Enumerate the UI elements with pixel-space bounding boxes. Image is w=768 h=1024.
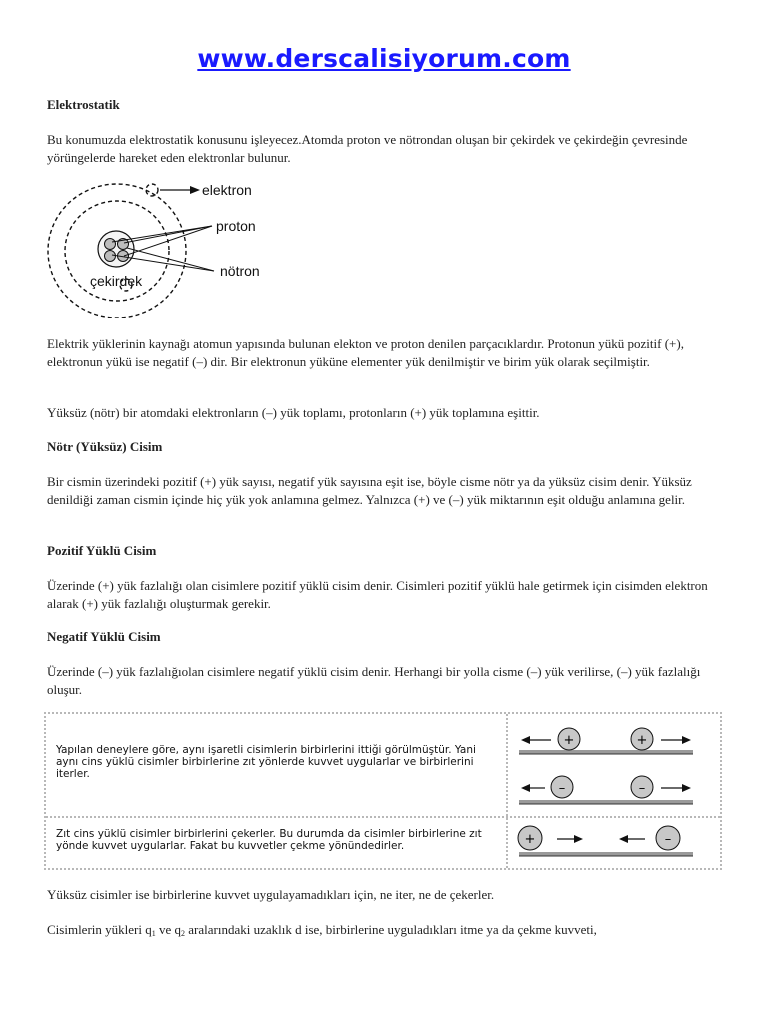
arrow-right-icon — [190, 186, 200, 194]
intro-paragraph: Bu konumuzda elektrostatik konusunu işleyecez.Atomda proton ve nötrondan oluşan bir çekirdek ve çekirdeğin çevresinde yörüngelerde hareket eden elektronlar bulunur. — [47, 132, 688, 165]
neutral-atom-paragraph: Yüksüz (nötr) bir atomdaki elektronların (–) yük toplamı, protonların (+) yük toplamına eşittir. — [47, 405, 540, 420]
positive-paragraph: Üzerinde (+) yük fazlalığı olan cisimlere pozitif yüklü cisim denir. Cisimleri pozitif yüklü hale getirmek için cisimden elektron alarak (+) yük fazlalığı oluşturmak gerekir. — [47, 578, 708, 611]
heading-negative: Negatif Yüklü Cisim — [47, 629, 161, 644]
neutral-paragraph: Bir cismin üzerindeki pozitif (+) yük sayısı, negatif yük sayısına eşit ise, böyle cisme nötr ya da yüksüz cisim denir. Yüksüz denildiği zaman cismin içinde hiç yük yok anlamına gelmez. Yalnızca (+) ve (–) yük miktarının eşit olduğu anlamına gelir. — [47, 474, 692, 507]
heading-neutral: Nötr (Yüksüz) Cisim — [47, 439, 163, 454]
last-line-text: Cisimlerin yükleri q — [47, 922, 152, 937]
attraction-diagram — [511, 818, 719, 868]
subscript-2: 2 — [181, 929, 185, 938]
site-link[interactable]: www.derscalisiyorum.com — [197, 44, 571, 73]
arrow-left-icon — [521, 784, 530, 792]
last-line-text: aralarındaki uzaklık d ise, birbirlerine uyguladıkları itme ya da çekme kuvveti, — [185, 922, 597, 937]
negative-paragraph: Üzerinde (–) yük fazlalığıolan cisimlere negatif yüklü cisim denir. Herhangi bir yolla cisme (–) yük verilirse, (–) yük fazlalığı oluşur. — [47, 664, 701, 697]
table-divider — [506, 714, 508, 868]
last-line-text: ve q — [155, 922, 181, 937]
plus-sign: + — [636, 733, 648, 748]
table-row-repulsion-text: Yapılan deneylere göre, aynı işaretli cisimlerin birbirlerini ittiği görülmüştür. Yani aynı cins yüklü cisimler birbirlerine zıt yönlerde kuvvet uygularlar ve birbirlerini iterler. — [56, 744, 476, 780]
nucleus-icon — [98, 231, 134, 267]
minus-sign: – — [558, 781, 566, 796]
arrow-right-icon — [682, 784, 691, 792]
arrow-right-icon — [682, 736, 691, 744]
uncharged-paragraph: Yüksüz cisimler ise birbirlerine kuvvet uygulayamadıkları için, ne iter, ne de çekerler. — [47, 887, 495, 902]
arrow-left-icon — [619, 835, 628, 843]
charges-table — [44, 712, 722, 870]
arrow-right-icon — [574, 835, 583, 843]
subscript-1: 1 — [151, 929, 156, 938]
diagram-label-proton: proton — [216, 218, 256, 234]
page-title: Elektrostatik — [47, 97, 120, 112]
heading-positive: Pozitif Yüklü Cisim — [47, 543, 157, 558]
arrow-left-icon — [521, 736, 530, 744]
plus-sign: + — [524, 832, 536, 847]
minus-sign: – — [664, 832, 672, 847]
plus-sign: + — [563, 733, 575, 748]
charge-source-paragraph: Elektrik yüklerinin kaynağı atomun yapısında bulunan elekton ve proton denilen parçacıklardır. Protonun yükü pozitif (+), elektronun yükü ise negatif (–) dir. Bir elektronun yüküne elementer yük denilmiştir ve birim yük olarak seçilmiştir. — [47, 336, 684, 369]
diagram-label-neutron: nötron — [220, 263, 260, 279]
table-row-attraction-text: Zıt cins yüklü cisimler birbirlerini çekerler. Bu durumda da cisimler birbirlerine zıt yönde kuvvet uygularlar. Fakat bu kuvvetler çekme yönündedirler. — [56, 828, 482, 852]
atom-diagram — [44, 176, 284, 318]
minus-sign: – — [638, 781, 646, 796]
last-line-paragraph — [47, 921, 727, 943]
diagram-label-nucleus: çekirdek — [90, 273, 143, 289]
diagram-label-electron: elektron — [202, 182, 252, 198]
repulsion-diagram — [511, 716, 719, 814]
